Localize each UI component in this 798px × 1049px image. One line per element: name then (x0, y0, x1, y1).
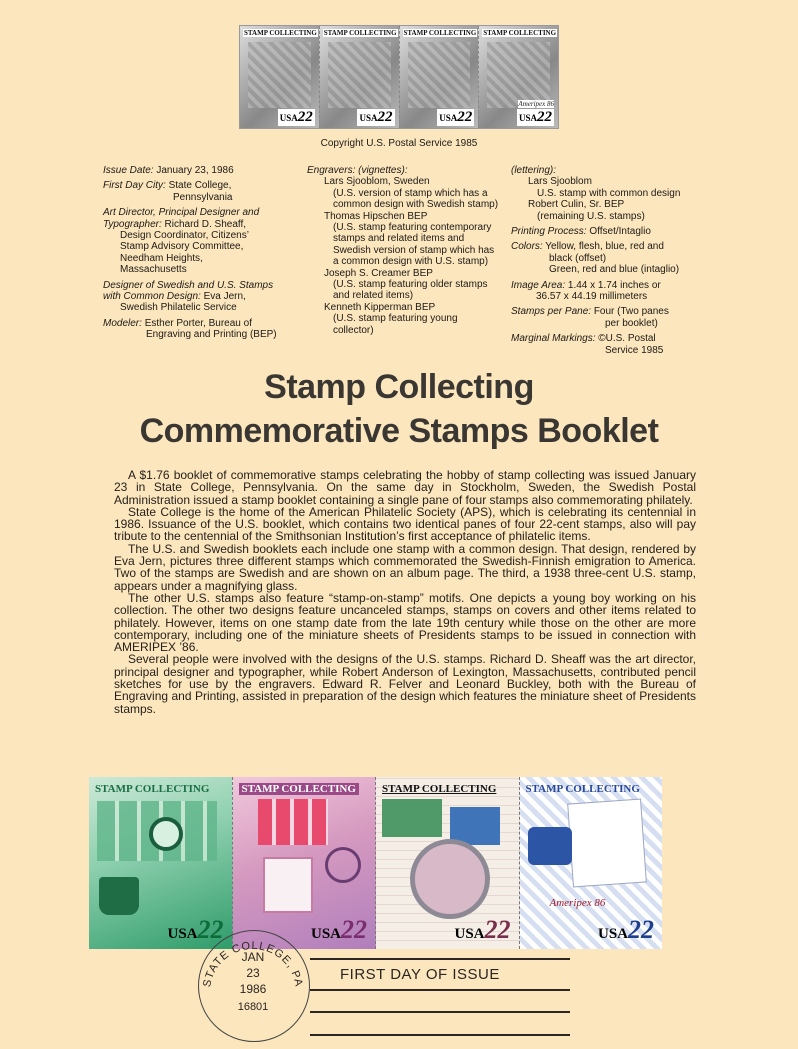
color-stamp-1 (89, 777, 233, 949)
stamp-heading: STAMP COLLECTING (95, 783, 210, 795)
top-stamp-3 (400, 26, 480, 128)
color-stamp-3 (376, 777, 520, 949)
info-column-left (103, 165, 303, 345)
stamps-per-pane: Stamps per Pane: Four (Two panes per booklet) (511, 306, 669, 329)
stamp-art (328, 42, 391, 108)
body-paragraph: A $1.76 booklet of commemorative stamps celebrating the hobby of stamp collecting was issued January 23 in State College, Pennsylvania. On the same day in Stockholm, Sweden, the Swedish Postal Administration issued a stamp booklet containing a single pane of four stamps also commemorating philately. (114, 468, 696, 507)
engraver-line: (U.S. stamp featuring older stamps (333, 279, 488, 291)
top-stamp-4 (479, 26, 558, 128)
engraver-line: stamps and related items and (333, 233, 465, 245)
stamp-heading: STAMP COLLECTING (403, 29, 477, 37)
stamp-art (382, 799, 442, 837)
stamp-heading: STAMP COLLECTING (483, 29, 557, 37)
handstamp-icon (99, 877, 139, 915)
engraver-line: common design with Swedish stamp) (333, 199, 499, 211)
top-stamp-2 (320, 26, 400, 128)
body-paragraph: The other U.S. stamps also feature “stamp-on-stamp” motifs. One depicts a young boy working on his collection. The other two designs feature uncanceled stamps, stamps on covers and other items related to philately. However, items on one stamp date from the late 19th century while those on the other are more contemporary, including one of the miniature sheets of Presidents stamps to be issued in connection with AMERIPEX ’86. (114, 590, 696, 655)
printing-process: Printing Process: Offset/Intaglio (511, 226, 651, 238)
info-column-middle (307, 165, 507, 340)
engraver-line: Kenneth Kipperman BEP (324, 301, 436, 313)
engraver-line: Lars Sjooblom, Sweden (324, 176, 430, 188)
stamp-art (487, 42, 550, 108)
stamp-subtitle: Ameripex 86 (549, 897, 606, 909)
image-area: Image Area: 1.44 x 1.74 inches or 36.57 x 44.19 millimeters (511, 279, 661, 303)
magnifier-icon (149, 817, 183, 851)
postmark-day: 23 (246, 966, 260, 980)
body-paragraph: The U.S. and Swedish booklets each include one stamp with a common design. That design, rendered by Eva Jern, pictures three different stamps which commemorated the Swedish-Finnish emigration to America. Two of the stamps are Swedish and are shown on an album page. The third, a 1938 three-cent U.S. stamp, appears under a magnifying glass. (114, 541, 696, 593)
cancel-line (310, 1034, 570, 1036)
postmark-zip: 16801 (237, 1001, 269, 1013)
album-page-art (263, 857, 313, 913)
body-paragraph: State College is the home of the American Philatelic Society (APS), which is celebrating its centennial in 1986. Issuance of the U.S. booklet, which contains two identical panes of four 22-cent stamps, also will pay tribute to the centennial of the Smithsonian Institution’s first acceptance of philatelic items. (114, 504, 696, 544)
stamp-denomination: USA22 (310, 915, 367, 944)
marginal-markings: Marginal Markings: ©U.S. Postal Service 1985 (511, 333, 664, 356)
engraver-line: Swedish version of stamp which has (333, 244, 495, 256)
engraver-line: collector) (333, 324, 374, 336)
magnifier-icon (325, 847, 361, 883)
cancel-line (310, 1011, 570, 1013)
miniature-sheet-art (567, 799, 647, 888)
engravers: Engravers: (vignettes): Lars Sjooblom, Sweden (U.S. version of stamp which has a common design with Swedish stamp) Thomas Hipschen BEP (U.S. stamp featuring contemporary stamps and related items and Swedish version of stamp which has a common design with U.S. stamp) Joseph S. Creamer BEP (U.S. stamp featuring older stamps and related items) Kenneth Kipperman BEP (U.S. stamp featuring young collector) (307, 165, 499, 336)
page-title: Stamp Collecting (264, 368, 534, 406)
colors: Colors: Yellow, flesh, blue, red and black (offset) Green, red and blue (intaglio) (511, 241, 680, 276)
stamp-denomination: USA22 (597, 915, 654, 944)
stamp-denomination: USA22 (279, 109, 313, 125)
color-stamp-strip (89, 777, 662, 949)
stamp-denomination: USA22 (518, 109, 552, 125)
stamp-heading: STAMP COLLECTING (239, 783, 359, 795)
cancel-line (310, 989, 570, 991)
magnifier-icon (410, 839, 490, 919)
cancel-line (310, 958, 570, 960)
page-subtitle: Commemorative Stamps Booklet (139, 412, 659, 450)
stamp-heading: STAMP COLLECTING (323, 29, 397, 37)
issue-date: Issue Date: January 23, 1986 (103, 165, 234, 176)
stamp-art (248, 42, 311, 108)
stamp-denomination: USA22 (454, 915, 511, 944)
postmark-year: 1986 (239, 982, 267, 996)
engraver-line: a common design with U.S. stamp) (333, 256, 489, 268)
engraver-line: Joseph S. Creamer BEP (324, 267, 433, 279)
designer: Designer of Swedish and U.S. Stamps with Common Design: Eva Jern, Swedish Philatelic Service (103, 279, 274, 314)
body-text (114, 469, 696, 715)
stamp-heading: STAMP COLLECTING (382, 783, 497, 795)
stamp-heading: STAMP COLLECTING (525, 783, 640, 795)
engraver-line: (U.S. stamp featuring young (333, 313, 458, 325)
stamp-subtitle: Ameripex 86 (518, 100, 554, 108)
engraver-line: and related items) (333, 290, 414, 302)
modeler: Modeler: Esther Porter, Bureau of Engraving and Printing (BEP) (103, 317, 277, 341)
engraver-line: (U.S. version of stamp which has a (333, 187, 488, 199)
stamp-art (408, 42, 471, 108)
postmark-month: JAN (241, 950, 265, 964)
engraver-line: (U.S. stamp featuring contemporary (333, 222, 492, 234)
color-stamp-2 (233, 777, 377, 949)
first-day-city: First Day City: State College, Pennsylvania (103, 180, 233, 203)
lettering: (lettering): Lars Sjooblom U.S. stamp with common design Robert Culin, Sr. BEP (remaining U.S. stamps) (511, 165, 681, 222)
color-stamp-4 (520, 777, 663, 949)
info-column-right (511, 165, 711, 360)
top-stamp-1 (240, 26, 320, 128)
stamp-heading: STAMP COLLECTING (244, 29, 317, 37)
copyright-line: Copyright U.S. Postal Service 1985 (320, 138, 478, 149)
stamp-album-art (258, 799, 328, 845)
stamp-denomination: USA22 (439, 109, 473, 125)
postmark-city: STATE COLLEGE, PA (201, 939, 305, 989)
stamp-denomination: USA22 (167, 915, 224, 944)
tongs-icon (528, 827, 572, 865)
art-director: Art Director, Principal Designer and Typographer: Richard D. Sheaff, Design Coordinator, Citizens’ Stamp Advisory Committee, Needham Heights, Massachusetts (103, 207, 260, 276)
engraver-line: Thomas Hipschen BEP (324, 210, 428, 222)
stamp-denomination: USA22 (359, 109, 393, 125)
first-day-of-issue: FIRST DAY OF ISSUE (340, 966, 500, 983)
top-stamp-strip (239, 25, 559, 129)
body-paragraph: Several people were involved with the designs of the U.S. stamps. Richard D. Sheaff was the art director, principal designer and typographer, while Robert Anderson of Lexington, Massachusetts, contributed pencil sketches for use by the engravers. Edward R. Felver and Leonard Buckley, both with the Bureau of Engraving and Printing, assisted in preparation of the design which features the miniature sheet of Presidents stamps. (114, 652, 696, 716)
